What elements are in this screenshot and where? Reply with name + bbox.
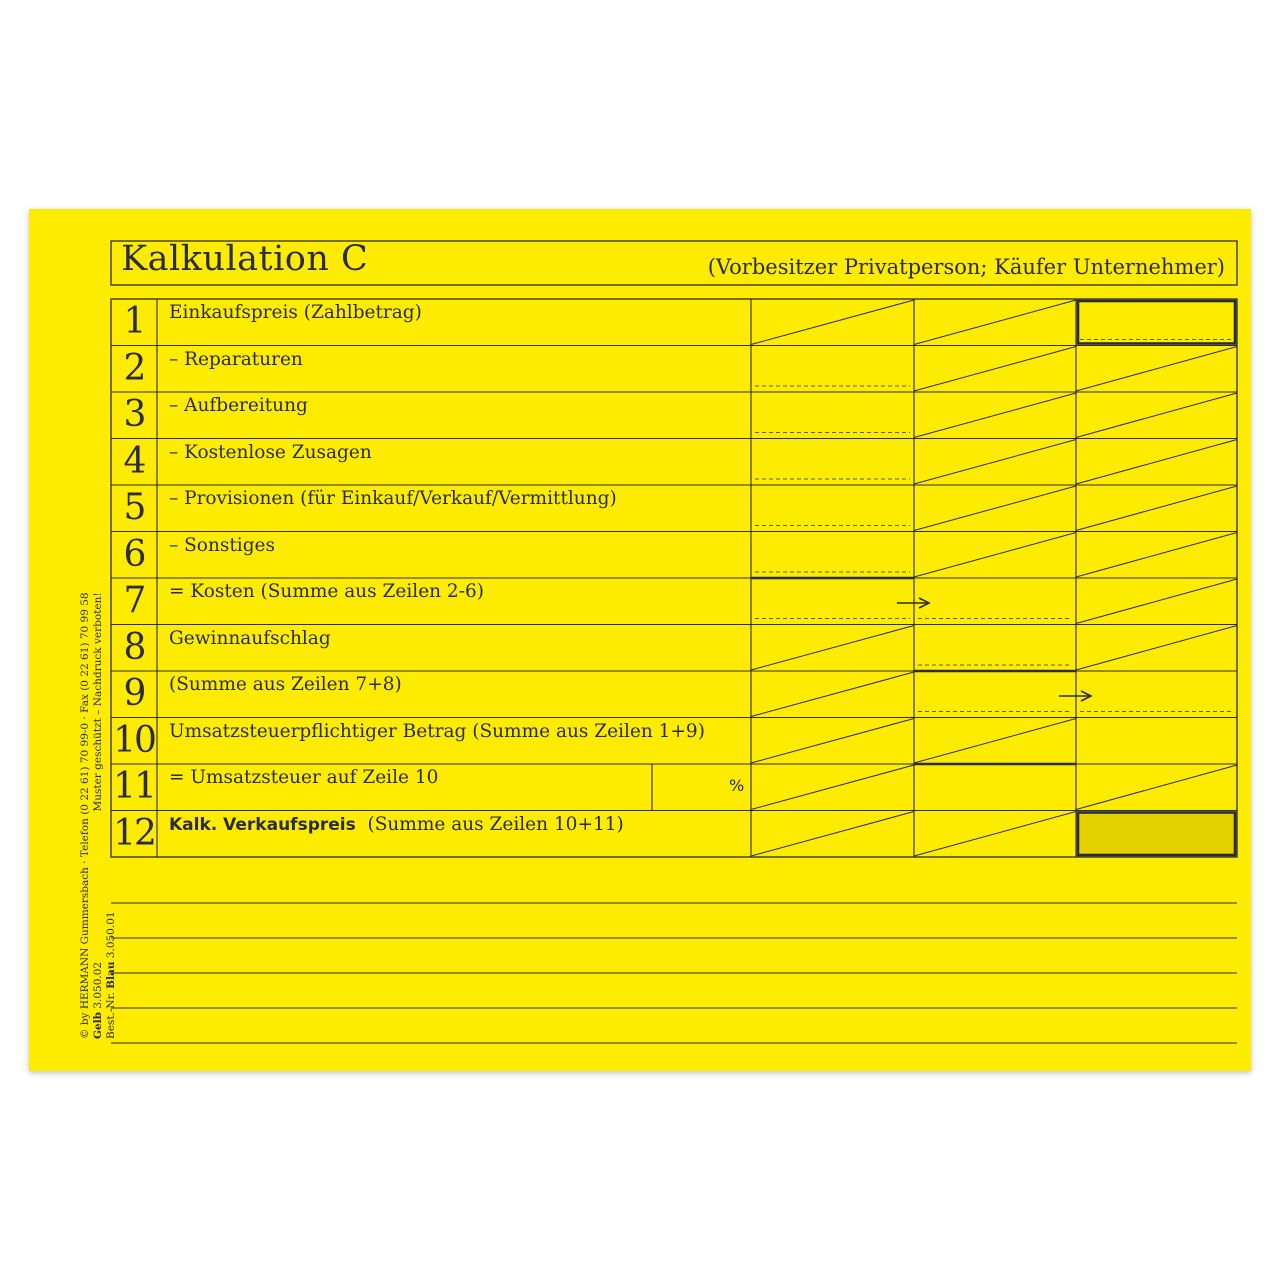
- row-label: = Umsatzsteuer auf Zeile 10: [169, 767, 439, 788]
- diagonal-strike: [914, 393, 1076, 438]
- row-label: = Kosten (Summe aus Zeilen 2-6): [169, 581, 484, 602]
- gelb-order-number: Gelb 3.050.02: [92, 961, 104, 1039]
- row-number: 7: [123, 580, 145, 621]
- row-number: 12: [113, 812, 155, 854]
- diagonal-strike: [1076, 765, 1237, 810]
- imprint-line-3: Best.-Nr. Blau 3.050.01: [105, 911, 117, 1039]
- row-label: – Reparaturen: [169, 348, 303, 370]
- diagonal-strike: [1076, 579, 1237, 624]
- row-number: 8: [123, 626, 145, 668]
- percent-sign: %: [729, 776, 745, 795]
- row-label: Einkaufspreis (Zahlbetrag): [169, 302, 422, 323]
- row-label: Gewinnaufschlag: [169, 627, 331, 649]
- form-subtitle: (Vorbesitzer Privatperson; Käufer Unternehmer): [707, 255, 1225, 279]
- diagonal-strike: [914, 486, 1076, 531]
- diagonal-strike: [914, 347, 1076, 392]
- row-label: Umsatzsteuerpflichtiger Betrag (Summe aus Zeilen 1+9): [169, 720, 705, 742]
- row-number: 6: [123, 533, 145, 575]
- diagonal-strike: [914, 300, 1076, 345]
- row-number: 2: [123, 347, 145, 389]
- imprint-line-2-wrap: [92, 592, 105, 1039]
- diagonal-strike: [751, 626, 914, 671]
- diagonal-strike: [914, 719, 1076, 764]
- sales-price-box: [1078, 813, 1235, 856]
- row-number: 10: [113, 719, 155, 761]
- diagonal-strike: [1076, 347, 1237, 392]
- diagonal-strike: [914, 440, 1076, 485]
- diagonal-strike: [914, 533, 1076, 578]
- row-number: 9: [123, 673, 145, 714]
- row-label: – Sonstiges: [169, 534, 275, 556]
- row-label: – Aufbereitung: [169, 395, 308, 416]
- diagonal-strike: [1076, 486, 1237, 531]
- row-label: (Summe aus Zeilen 7+8): [169, 674, 402, 695]
- diagonal-strike: [751, 672, 914, 717]
- row-number: 1: [123, 301, 145, 342]
- diagonal-strike: [1076, 533, 1237, 578]
- row-number: 4: [123, 440, 145, 482]
- diagonal-strike: [1076, 393, 1237, 438]
- diagonal-strike: [1076, 440, 1237, 485]
- row-number: 11: [113, 766, 155, 807]
- row-label: Kalk. Verkaufspreis (Summe aus Zeilen 10+11): [169, 813, 624, 835]
- diagonal-strike: [751, 765, 914, 810]
- diagonal-strike: [751, 719, 914, 764]
- diagonal-strike: [751, 300, 914, 345]
- row-label: – Provisionen (für Einkauf/Verkauf/Vermittlung): [169, 488, 617, 509]
- row-number: 5: [123, 487, 145, 528]
- imprint-line-1: © by HERMANN Gummersbach · Telefon (0 22 61) 70 99-0 · Fax (0 22 61) 70 99 58: [79, 592, 91, 1039]
- diagonal-strike: [1076, 626, 1237, 671]
- row-label: – Kostenlose Zusagen: [169, 441, 372, 463]
- kalkulation-form-card: [29, 209, 1251, 1071]
- row-number: 3: [123, 394, 145, 435]
- purchase-price-box: [1078, 301, 1235, 344]
- publisher-imprint: [79, 592, 118, 1039]
- form-title: Kalkulation C: [121, 239, 369, 279]
- diagonal-strike: [751, 812, 914, 857]
- imprint-line-2: Muster geschützt – Nachdruck verboten!: [92, 592, 104, 812]
- diagonal-strike: [914, 812, 1076, 857]
